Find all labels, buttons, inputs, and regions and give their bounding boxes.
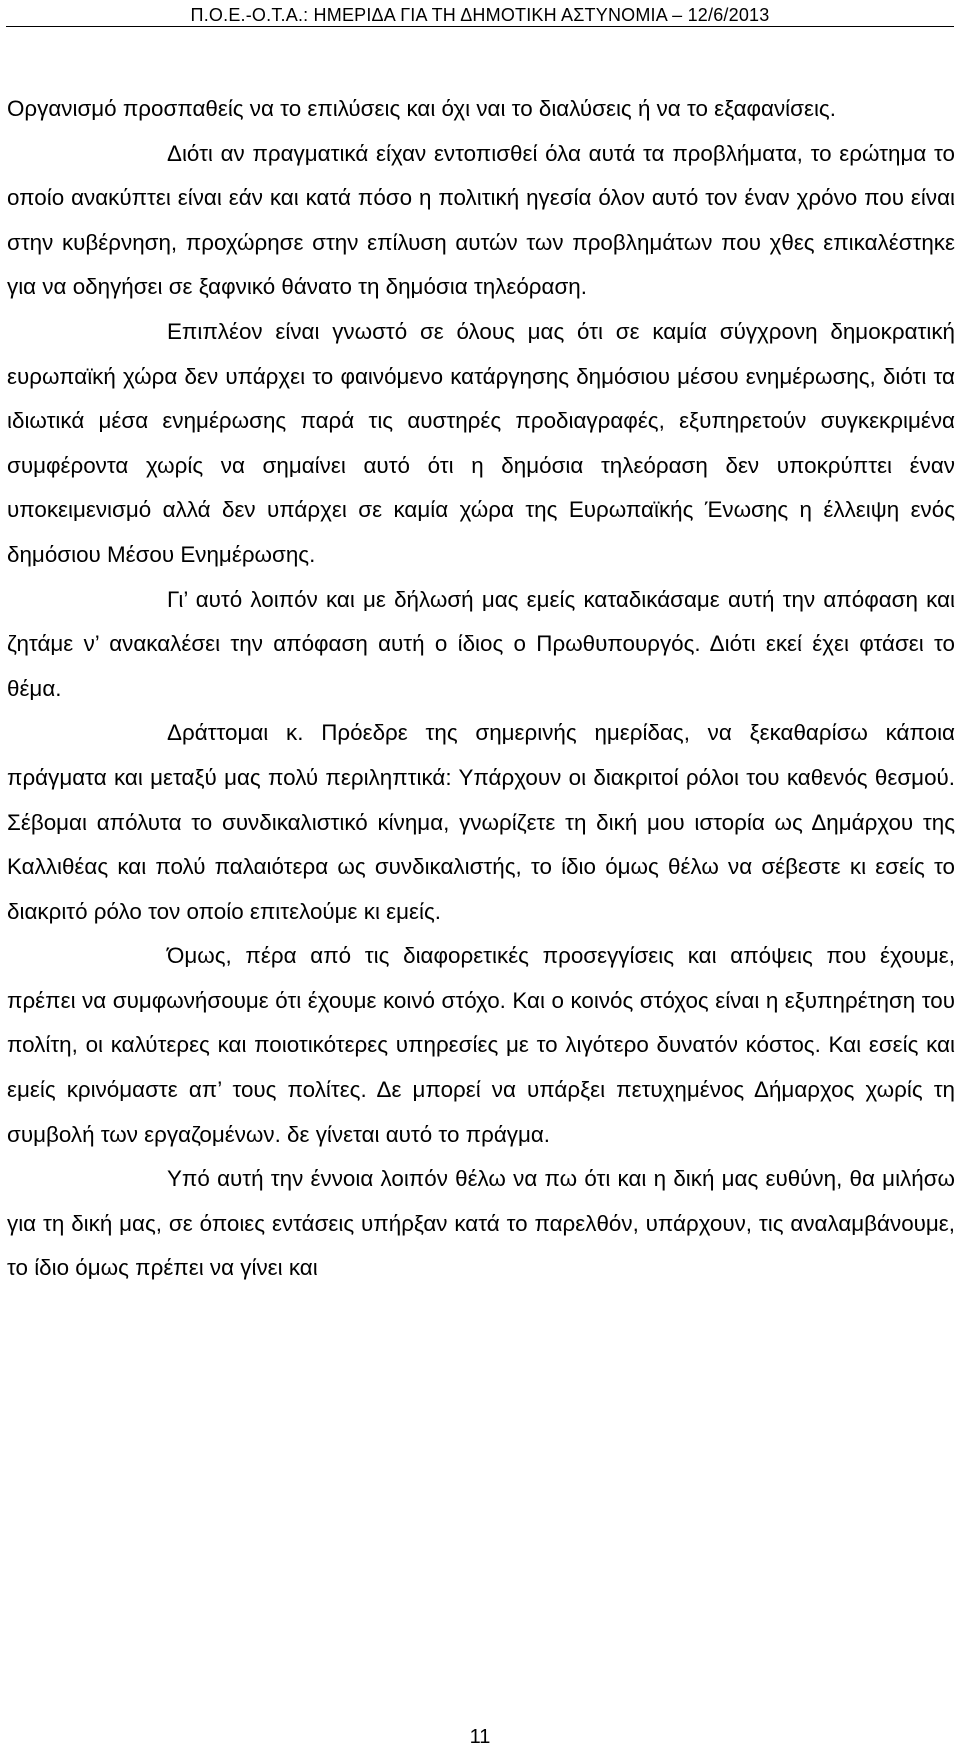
paragraph-3: Επιπλέον είναι γνωστό σε όλους μας ότι σε καμία σύγχρονη δημοκρατική ευρωπαϊκή χώρα δεν υπάρχει το φαινόμενο κατάργησης δημόσιου μέσου ενημέρωσης, διότι τα ιδιωτικά μέσα ενημέρωσης παρά τις αυστηρές προδιαγραφές, εξυπηρετούν συγκεκριμένα συμφέροντα χωρίς να σημαίνει αυτό ότι η δημόσια τηλεόραση δεν υποκρύπτει έναν υποκειμενισμό αλλά δεν υπάρχει σε καμία χώρα της Ευρωπαϊκής Ένωσης η έλλειψη ενός δημόσιου Μέσου Ενημέρωσης.	[7, 318, 955, 567]
paragraph-4: Γι’ αυτό λοιπόν και με δήλωσή μας εμείς καταδικάσαμε αυτή την απόφαση και ζητάμε ν’ ανακαλέσει την απόφαση αυτή ο ίδιος ο Πρωθυπουργός. Διότι εκεί έχει φτάσει το θέμα.	[7, 586, 955, 701]
body-text	[7, 87, 955, 1291]
paragraph-1: Οργανισμό προσπαθείς να το επιλύσεις και όχι ναι το διαλύσεις ή να το εξαφανίσεις.	[7, 96, 836, 121]
header-divider	[6, 26, 954, 27]
paragraph-7: Υπό αυτή την έννοια λοιπόν θέλω να πω ότι και η δική μας ευθύνη, θα μιλήσω για τη δική μας, σε όποιες εντάσεις υπήρξαν κατά το παρελθόν, υπάρχουν, τις αναλαμβάνουμε, το ίδιο όμως πρέπει να γίνει και	[7, 1166, 955, 1281]
paragraph-6: Όμως, πέρα από τις διαφορετικές προσεγγίσεις και απόψεις που έχουμε, πρέπει να συμφωνήσουμε ότι έχουμε κοινό στόχο. Και ο κοινός στόχος είναι η εξυπηρέτηση του πολίτη, οι καλύτερες και ποιοτικότερες υπηρεσίες με το λιγότερο δυνατόν κόστος. Και εσείς και εμείς κρινόμαστε απ’ τους πολίτες. Δε μπορεί να υπάρξει πετυχημένος Δήμαρχος χωρίς τη συμβολή των εργαζομένων. δε γίνεται αυτό το πράγμα.	[7, 943, 955, 1147]
page-number: 11	[469, 1726, 491, 1748]
running-header: Π.Ο.Ε.-Ο.Τ.Α.: ΗΜΕΡΙΔΑ ΓΙΑ ΤΗ ΔΗΜΟΤΙΚΗ ΑΣΤΥΝΟΜΙΑ – 12/6/2013	[190, 5, 770, 25]
paragraph-2: Διότι αν πραγματικά είχαν εντοπισθεί όλα αυτά τα προβλήματα, το ερώτημα το οποίο ανακύπτει είναι εάν και κατά πόσο η πολιτική ηγεσία όλον αυτό τον έναν χρόνο που είναι στην κυβέρνηση, προχώρησε στην επίλυση αυτών των προβλημάτων που χθες επικαλέστηκε για να οδηγήσει σε ξαφνικό θάνατο τη δημόσια τηλεόραση.	[7, 140, 955, 300]
paragraph-5: Δράττομαι κ. Πρόεδρε της σημερινής ημερίδας, να ξεκαθαρίσω κάποια πράγματα και μεταξύ μας πολύ περιληπτικά: Υπάρχουν οι διακριτοί ρόλοι του καθενός θεσμού. Σέβομαι απόλυτα το συνδικαλιστικό κίνημα, γνωρίζετε τη δική μου ιστορία ως Δημάρχου της Καλλιθέας και πολύ παλαιότερα ως συνδικαλιστής, το ίδιο όμως θέλω να σέβεστε κι εσείς το διακριτό ρόλο τον οποίο επιτελούμε κι εμείς.	[7, 720, 955, 924]
